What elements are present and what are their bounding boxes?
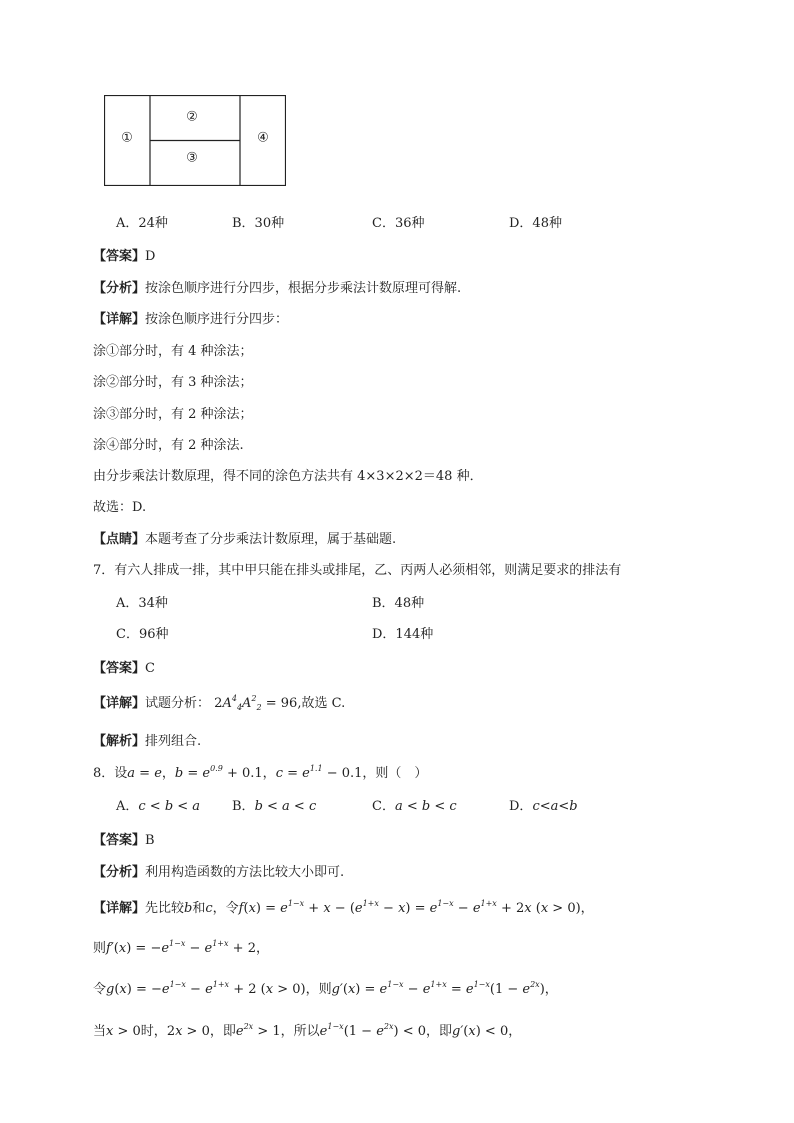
option-label: A． [116,799,139,814]
option-label: B． [232,799,255,814]
answer-tag: 【答案】 [93,661,146,676]
line-then: 则 [93,941,107,956]
q6-detail [93,308,288,327]
line-let: 令 [93,982,107,997]
q6-step-2: 涂②部分时，有 3 种涂法； [93,375,253,390]
q8-derivative: 则$f'(x) = -e^{1-x} - e^{1+x} + 2$， [93,939,269,956]
q7-stem: 7．有六人排成一排，其中甲只能在排头或排尾，乙、丙两人必须相邻，则满足要求的排法有 [93,563,622,578]
q6-step-1: 涂①部分时，有 4 种涂法； [93,344,253,359]
option-label: D． [509,799,533,814]
q8-option-b: B．b < a < c [232,799,317,814]
formula: b [184,901,193,916]
region-2-label: ② [186,109,198,125]
formula: c [205,901,213,916]
detail-prefix: 先比较 [145,901,185,916]
parse-tag: 【解析】 [93,734,146,749]
q8-analysis [93,861,344,880]
q8-option-d: D．c<a<b [509,799,578,814]
q8-g-define: 令$g(x) = -e^{1-x} - e^{1+x} + 2$ (x > 0)，则$g'(x) = e^{1-x} - e^{1+x} = e^{1-x}(1 - e^{2x})$， [93,980,558,997]
region-4-label: ④ [257,130,269,146]
detail-tag: 【详解】 [93,312,146,327]
q8-option-c: C．a < b < c [372,799,457,814]
q6-analysis [93,277,461,296]
q8-option-a: A．c < b < a [116,799,201,814]
comment-text: 本题考查了分步乘法计数原理，属于基础题. [145,532,397,547]
formula: $g(x) = -e^{1-x} - e^{1+x} + 2$ (x > 0) [106,980,306,997]
detail-prefix: 试题分析： [145,696,211,711]
q6-total: 由分步乘法计数原理，得不同的涂色方法共有 4×3×2×2＝48 种． [93,469,483,484]
q7-option-d: D．144种 [372,627,434,642]
formula: $e^{2x} > 1$ [235,1022,281,1039]
q6-step-3: 涂③部分时，有 2 种涂法； [93,407,253,422]
formula: $f'(x) = -e^{1-x} - e^{1+x} + 2$ [106,939,256,956]
region-1-label: ① [121,130,133,146]
q7-option-c: C．96种 [116,627,169,642]
detail-tag: 【详解】 [93,901,146,916]
detail-text: 按涂色顺序进行分四步： [145,312,289,327]
formula: x > 0 [106,1024,141,1039]
formula: $g'(x) = e^{1-x} - e^{1+x} = e^{1-x}(1 - e^{2x})$ [331,980,545,997]
formula: g′(x) < 0 [452,1024,509,1039]
coloring-diagram [104,95,286,186]
q6-option-d: D．48种 [509,216,562,231]
q7-parse [93,730,201,749]
q6-answer [93,245,155,264]
answer-tag: 【答案】 [93,249,146,264]
formula: $2A^4_4A^2_2 = 96$ [214,694,298,712]
detail-tag: 【详解】 [93,696,146,711]
line-when: 当 [93,1024,107,1039]
formula: 2x > 0 [166,1024,210,1039]
stem-suffix: ，则（ ） [362,766,428,781]
stem-prefix: 8．设 [93,766,128,781]
analysis-tag: 【分析】 [93,865,146,880]
q8-when: 当x > 0时，2x > 0，即$e^{2x} > 1$，所以$e^{1-x}(1 - e^{2x}) < 0$，即g′(x) < 0， [93,1022,522,1039]
q8-stem: 8．设a = e，$b = e^{0.9} + 0.1$，$c = e^{1.1} - 0.1$，则（ ） [93,764,428,781]
analysis-text: 按涂色顺序进行分四步，根据分步乘法计数原理可得解. [145,281,462,296]
region-3-label: ③ [186,150,198,166]
comment-tag: 【点睛】 [93,532,146,547]
q6-option-a: A．24种 [116,216,168,231]
formula: $c = e^{1.1} - 0.1$ [275,764,363,781]
q7-option-b: B．48种 [372,596,425,611]
q6-choose: 故选：D. [93,500,147,515]
q8-detail: 【详解】先比较b和c，令$f(x) = e^{1-x} + x - (e^{1+x} - x) = e^{1-x} - e^{1+x} + 2x$ (x > 0)， [93,899,594,916]
answer-value: D [145,249,156,264]
analysis-text: 利用构造函数的方法比较大小即可. [145,865,345,880]
parse-text: 排列组合. [145,734,202,749]
option-label: C． [372,799,395,814]
answer-value: C [145,661,155,676]
analysis-tag: 【分析】 [93,281,146,296]
formula: $b = e^{0.9} + 0.1$ [174,764,263,781]
formula: a = e [127,766,162,781]
q6-option-b: B．30种 [232,216,285,231]
q8-answer [93,829,155,848]
formula: $e^{1-x}(1 - e^{2x}) < 0$ [319,1022,426,1039]
formula: $f(x) = e^{1-x} + x - (e^{1+x} - x) = e^{1-x} - e^{1+x} + 2x$ (x > 0) [238,899,581,916]
q7-option-a: A．34种 [116,596,168,611]
answer-value: B [145,833,155,848]
detail-suffix: ,故选 C. [297,696,346,711]
q7-detail [93,692,345,711]
q7-answer [93,657,155,676]
q6-comment [93,528,396,547]
q6-step-4: 涂④部分时，有 2 种涂法. [93,438,244,453]
q6-option-c: C．36种 [372,216,425,231]
answer-tag: 【答案】 [93,833,146,848]
